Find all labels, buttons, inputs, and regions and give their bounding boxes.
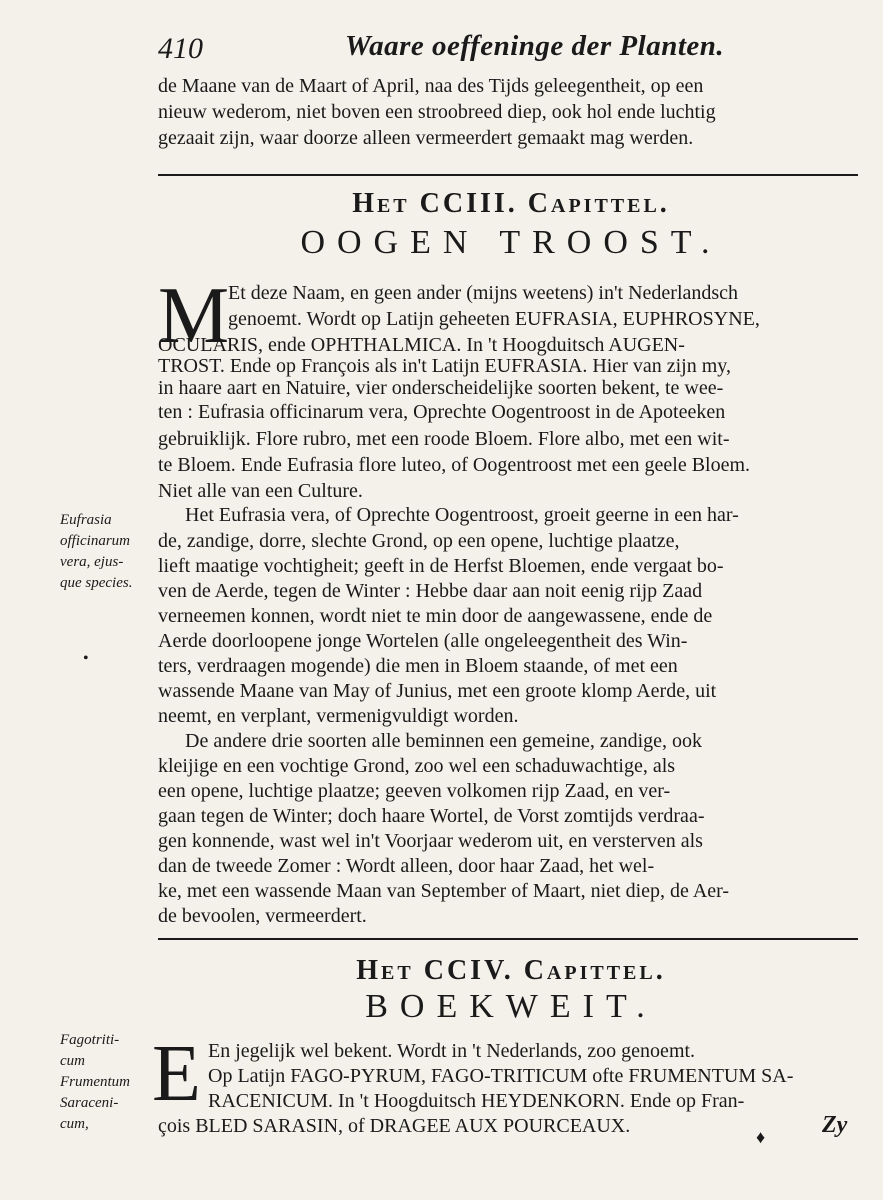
text-line: neemt, en verplant, vermenigvuldigt worden. — [158, 705, 519, 727]
intro-line: de Maane van de Maart of April, naa des Tijds geleegentheit, op een — [158, 75, 704, 97]
text-line: wassende Maane van May of Junius, met een groote klomp Aerde, uit — [158, 680, 717, 702]
ornament-mark: ♦ — [756, 1127, 766, 1147]
text-line: te Bloem. Ende Eufrasia flore luteo, of Oogentroost met een geele Bloem. — [158, 454, 751, 476]
text-line: OCULARIS, ende OPHTHALMICA. In 't Hoogduitsch AUGEN- — [158, 334, 685, 356]
drop-cap: E — [152, 1030, 201, 1118]
text-line: Et deze Naam, en geen ander (mijns weetens) in't Nederlandsch — [228, 282, 739, 304]
intro-line: gezaait zijn, waar doorze alleen vermeerdert gemaakt mag werden. — [158, 127, 694, 149]
text-line: çois BLED SARASIN, of DRAGEE AUX POURCEAUX. — [158, 1115, 631, 1137]
page-number: 410 — [158, 32, 203, 65]
margin-note: Fagotriti- cum Frumentum Saraceni- cum, — [60, 1032, 130, 1132]
section-rule — [158, 938, 858, 940]
text-line: verneemen konnen, wordt niet te min door de aangewassene, ende de — [158, 605, 713, 627]
chapter-title: OOGEN TROOST. — [300, 224, 722, 261]
text-line: dan de tweede Zomer : Wordt alleen, door haar Zaad, het wel- — [158, 855, 655, 877]
text-line: ke, met een wassende Maan van September of Maart, niet diep, de Aer- — [158, 880, 730, 902]
text-line: Aerde doorloopene jonge Wortelen (alle ongeleegentheit des Win- — [158, 630, 688, 652]
text-line: De andere drie soorten alle beminnen een gemeine, zandige, ook — [185, 730, 703, 752]
text-line: Op Latijn FAGO-PYRUM, FAGO-TRITICUM ofte FRUMENTUM SA- — [208, 1065, 794, 1087]
text-line: gaan tegen de Winter; doch haare Wortel, de Vorst zomtijds verdraa- — [158, 805, 705, 827]
text-line: de, zandige, dorre, slechte Grond, op een opene, luchtige plaatze, — [158, 530, 680, 552]
text-line: in haare aart en Natuire, vier onderscheidelijke soorten bekent, te wee- — [158, 377, 724, 399]
text-line: ters, verdraagen mogende) die men in Bloem staande, of met een — [158, 655, 678, 677]
text-line: Niet alle van een Culture. — [158, 480, 363, 502]
text-line: ten : Eufrasia officinarum vera, Oprechte Oogentroost in de Apoteeken — [158, 401, 726, 423]
intro-line: nieuw wederom, niet boven een stroobreed diep, ook hol ende luchtig — [158, 101, 716, 123]
text-line: En jegelijk wel bekent. Wordt in 't Nederlands, zoo genoemt. — [208, 1040, 696, 1062]
text-line: ven de Aerde, tegen de Winter : Hebbe daar aan noit eenig rijp Zaad — [158, 580, 703, 602]
section-rule — [158, 174, 858, 176]
text-line: TROST. Ende op François als in't Latijn EUFRASIA. Hier van zijn my, — [158, 355, 731, 377]
running-title: Waare oeffeninge der Planten. — [345, 30, 725, 62]
text-line: lieft maatige vochtigheit; geeft in de Herfst Bloemen, ende vergaat bo- — [158, 555, 724, 577]
text-line: RACENICUM. In 't Hoogduitsch HEYDENKORN. Ende op Fran- — [208, 1090, 745, 1112]
chapter-heading: Het CCIV. Capittel. — [356, 955, 666, 986]
text-line: Het Eufrasia vera, of Oprechte Oogentroost, groeit geerne in een har- — [185, 504, 739, 526]
text-line: genoemt. Wordt op Latijn geheeten EUFRASIA, EUPHROSYNE, — [228, 308, 760, 330]
text-line: de bevoolen, vermeerdert. — [158, 905, 367, 927]
drop-cap: M — [158, 272, 230, 360]
catchword: Zy — [822, 1112, 848, 1138]
text-line: kleijige en een vochtige Grond, zoo wel een schaduwachtige, als — [158, 755, 676, 777]
margin-note: Eufrasia officinarum vera, ejus- que species. — [60, 512, 133, 591]
margin-bullet: • — [83, 650, 89, 667]
chapter-heading: Het CCIII. Capittel. — [352, 188, 670, 219]
text-line: gen konnende, wast wel in't Voorjaar wederom uit, en versterven als — [158, 830, 703, 852]
chapter-title: BOEKWEIT. — [365, 988, 657, 1025]
text-line: gebruiklijk. Flore rubro, met een roode Bloem. Flore albo, met een wit- — [158, 428, 730, 450]
text-line: een opene, luchtige plaatze; geeven volkomen rijp Zaad, en ver- — [158, 780, 671, 802]
